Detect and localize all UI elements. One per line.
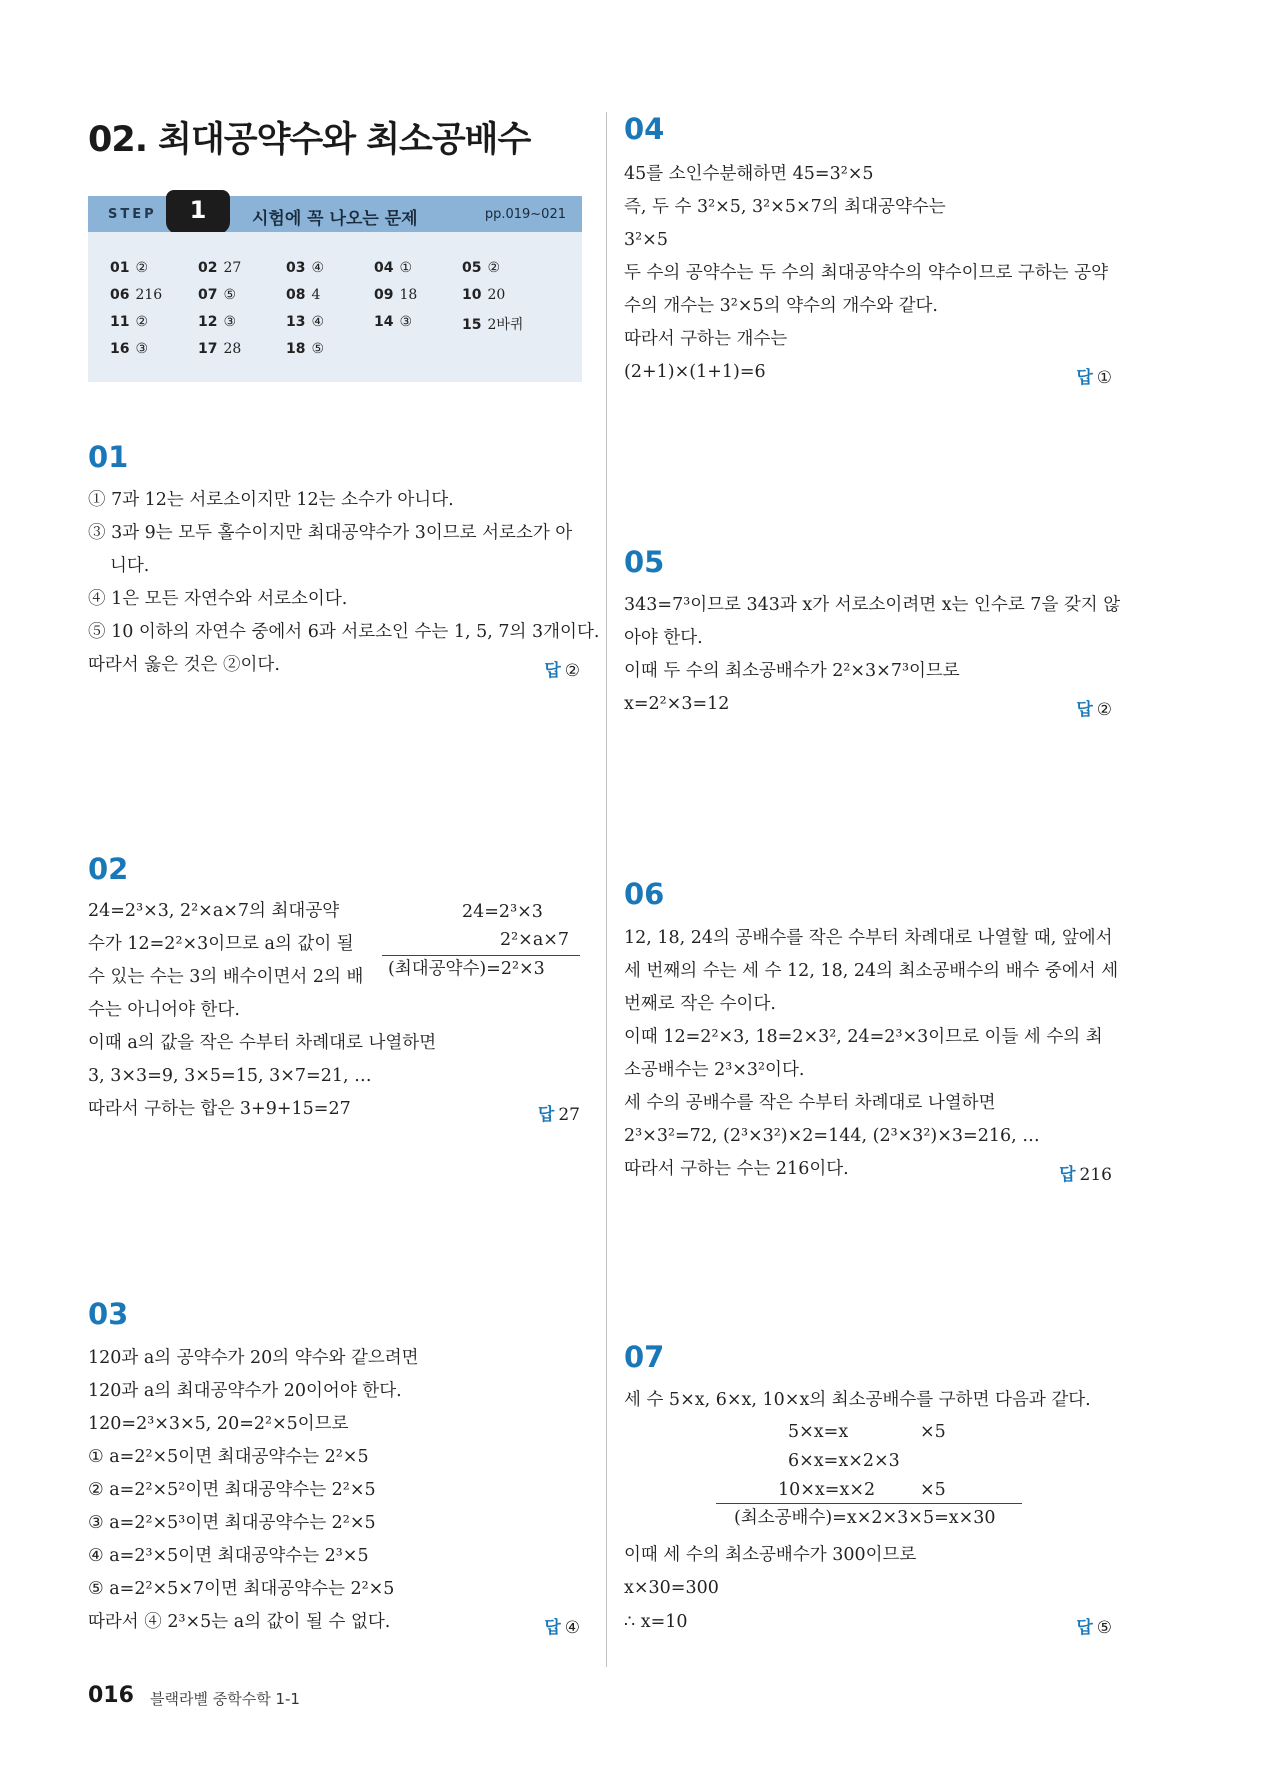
answer-grid-item — [110, 260, 148, 276]
answer-grid-number: 07 — [198, 287, 218, 303]
answer-grid-item — [198, 314, 236, 330]
calc-rule — [716, 1503, 1022, 1504]
solution-line: 소공배수는 2³×3²이다. — [624, 1060, 805, 1080]
calc-line: 5×x=x — [788, 1422, 849, 1442]
solution-line: ∴ x=10 — [624, 1612, 688, 1632]
answer-grid-item — [286, 287, 320, 303]
answer-grid-item — [374, 260, 412, 276]
answer-grid-item — [198, 341, 241, 357]
answer-grid-number: 09 — [374, 287, 394, 303]
answer-grid-value: 28 — [223, 341, 242, 357]
answer-grid-item — [110, 341, 148, 357]
solution-line: 2³×3²=72, (2³×3²)×2=144, (2³×3²)×3=216, … — [624, 1126, 1040, 1146]
answer-grid-value: ② — [135, 314, 149, 330]
answer-grid-number: 15 — [462, 317, 482, 333]
answer-grid-number: 11 — [110, 314, 130, 330]
solution-line: 즉, 두 수 3²×5, 3²×5×7의 최대공약수는 — [624, 197, 946, 217]
answer-01: 답 ② — [544, 661, 580, 681]
column-divider — [606, 112, 607, 1667]
answer-grid-item — [374, 287, 417, 303]
solution-line: ④ 1은 모든 자연수와 서로소이다. — [88, 589, 348, 609]
solution-line: ④ a=2³×5이면 최대공약수는 2³×5 — [88, 1546, 369, 1566]
solution-line: ③ 3과 9는 모두 홀수이지만 최대공약수가 3이므로 서로소가 아 — [88, 523, 573, 543]
solution-line: ③ a=2²×5³이면 최대공약수는 2²×5 — [88, 1513, 376, 1533]
answer-grid-value: 4 — [311, 287, 321, 303]
solution-line: 수는 아니어야 한다. — [88, 1000, 240, 1020]
step-pages: pp.019~021 — [484, 207, 566, 222]
answer-grid-value: ③ — [223, 314, 237, 330]
question-number-06: 06 — [624, 877, 665, 911]
solution-line: 120과 a의 공약수가 20의 약수와 같으려면 — [88, 1348, 419, 1368]
step-number: 1 — [166, 190, 230, 234]
solution-line: 3²×5 — [624, 230, 668, 250]
answer-grid-item — [198, 260, 241, 276]
solution-line: 세 수의 공배수를 작은 수부터 차례대로 나열하면 — [624, 1093, 996, 1113]
answer-grid-value: ④ — [311, 260, 325, 276]
solution-line: 24=2³×3, 2²×a×7의 최대공약 — [88, 901, 340, 921]
question-number-02: 02 — [88, 852, 129, 886]
answer-grid-number: 18 — [286, 341, 306, 357]
calc-line: ×5 — [920, 1480, 946, 1500]
answer-grid-value: ⑤ — [311, 341, 325, 357]
solution-line: 두 수의 공약수는 두 수의 최대공약수의 약수이므로 구하는 공약 — [624, 263, 1109, 283]
solution-line: ① 7과 12는 서로소이지만 12는 소수가 아니다. — [88, 490, 454, 510]
solution-line: ⑤ a=2²×5×7이면 최대공약수는 2²×5 — [88, 1579, 395, 1599]
answer-grid-number: 16 — [110, 341, 130, 357]
answer-grid-item — [374, 314, 412, 330]
solution-line: 이때 두 수의 최소공배수가 2²×3×7³이므로 — [624, 661, 960, 681]
answer-grid-number: 14 — [374, 314, 394, 330]
answer-grid-item — [462, 314, 523, 334]
step-header — [88, 196, 582, 232]
page-number: 016 — [88, 1683, 134, 1708]
solution-line: 3, 3×3=9, 3×5=15, 3×7=21, … — [88, 1066, 372, 1086]
solution-line: ② a=2²×5²이면 최대공약수는 2²×5 — [88, 1480, 376, 1500]
answer-grid-number: 13 — [286, 314, 306, 330]
solution-line: 따라서 구하는 수는 216이다. — [624, 1159, 849, 1179]
answer-grid-value: 20 — [487, 287, 506, 303]
step-title: 시험에 꼭 나오는 문제 — [252, 209, 418, 229]
solution-line: x×30=300 — [624, 1578, 719, 1598]
answer-grid-item — [462, 260, 500, 276]
solution-line: 수 있는 수는 3의 배수이면서 2의 배 — [88, 967, 364, 987]
answer-grid-value: ② — [135, 260, 149, 276]
answer-grid-value: 2바퀴 — [487, 317, 524, 333]
answer-grid-number: 01 — [110, 260, 130, 276]
solution-line: 따라서 옳은 것은 ②이다. — [88, 655, 280, 675]
calc-rule — [382, 955, 580, 956]
solution-line: x=2²×3=12 — [624, 694, 730, 714]
solution-line: 번째로 작은 수이다. — [624, 994, 776, 1014]
calc-result: (최대공약수)=2²×3 — [388, 959, 545, 979]
answer-grid-value: 27 — [223, 260, 242, 276]
calc-line: 24=2³×3 — [462, 902, 543, 922]
question-number-03: 03 — [88, 1297, 129, 1331]
answer-grid-number: 05 — [462, 260, 482, 276]
solution-line: 따라서 구하는 합은 3+9+15=27 — [88, 1099, 351, 1119]
solution-line: 이때 12=2²×3, 18=2×3², 24=2³×3이므로 이들 세 수의 최 — [624, 1027, 1103, 1047]
answer-grid-value: ② — [487, 260, 501, 276]
calc-line: 2²×a×7 — [500, 930, 570, 950]
solution-line: 12, 18, 24의 공배수를 작은 수부터 차례대로 나열할 때, 앞에서 — [624, 928, 1113, 948]
answer-04: 답 ① — [1076, 368, 1112, 388]
question-number-04: 04 — [624, 112, 665, 146]
solution-line: 따라서 ④ 2³×5는 a의 값이 될 수 없다. — [88, 1612, 391, 1632]
answer-grid-value: ① — [399, 260, 413, 276]
question-number-07: 07 — [624, 1340, 665, 1374]
answer-05: 답 ② — [1076, 700, 1112, 720]
solution-line: 343=7³이므로 343과 x가 서로소이려면 x는 인수로 7을 갖지 않 — [624, 595, 1121, 615]
answer-grid-value: ⑤ — [223, 287, 237, 303]
answer-grid-item — [286, 314, 324, 330]
answer-02: 답 27 — [537, 1105, 580, 1125]
answer-grid-item — [286, 341, 324, 357]
answer-grid-value: 216 — [135, 287, 163, 303]
answer-grid-value: ④ — [311, 314, 325, 330]
solution-line: 따라서 구하는 개수는 — [624, 329, 788, 349]
answer-grid-number: 06 — [110, 287, 130, 303]
calc-line: 10×x=x×2 — [778, 1480, 876, 1500]
solution-line: 니다. — [110, 556, 150, 576]
answer-grid — [88, 232, 582, 382]
solution-line: 세 번째의 수는 세 수 12, 18, 24의 최소공배수의 배수 중에서 세 — [624, 961, 1119, 981]
answer-03: 답 ④ — [544, 1618, 580, 1638]
answer-grid-number: 02 — [198, 260, 218, 276]
step-label: STEP — [108, 207, 157, 222]
answer-grid-number: 04 — [374, 260, 394, 276]
answer-grid-value: 18 — [399, 287, 418, 303]
solution-line: 수의 개수는 3²×5의 약수의 개수와 같다. — [624, 296, 938, 316]
answer-grid-value: ③ — [135, 341, 149, 357]
question-number-01: 01 — [88, 440, 129, 474]
answer-grid-number: 17 — [198, 341, 218, 357]
solution-line: 120=2³×3×5, 20=2²×5이므로 — [88, 1414, 349, 1434]
answer-grid-item — [286, 260, 324, 276]
solution-line: 이때 a의 값을 작은 수부터 차례대로 나열하면 — [88, 1033, 437, 1053]
solution-line: 세 수 5×x, 6×x, 10×x의 최소공배수를 구하면 다음과 같다. — [624, 1390, 1091, 1410]
solution-line: ① a=2²×5이면 최대공약수는 2²×5 — [88, 1447, 369, 1467]
solution-line: ⑤ 10 이하의 자연수 중에서 6과 서로소인 수는 1, 5, 7의 3개이다. — [88, 622, 600, 642]
calc-line: 6×x=x×2×3 — [788, 1451, 900, 1471]
book-title: 블랙라벨 중학수학 1-1 — [150, 1690, 300, 1708]
answer-grid-number: 10 — [462, 287, 482, 303]
solution-line: 수가 12=2²×3이므로 a의 값이 될 — [88, 934, 354, 954]
solution-line: 120과 a의 최대공약수가 20이어야 한다. — [88, 1381, 402, 1401]
answer-grid-item — [198, 287, 236, 303]
answer-grid-item — [110, 287, 162, 303]
answer-grid-item — [110, 314, 148, 330]
solution-line: 아야 한다. — [624, 628, 703, 648]
answer-grid-value: ③ — [399, 314, 413, 330]
answer-grid-number: 03 — [286, 260, 306, 276]
answer-grid-item — [462, 287, 505, 303]
answer-06: 답 216 — [1059, 1165, 1112, 1185]
solution-line: (2+1)×(1+1)=6 — [624, 362, 766, 382]
solution-line: 45를 소인수분해하면 45=3²×5 — [624, 164, 874, 184]
answer-07: 답 ⑤ — [1076, 1618, 1112, 1638]
answer-grid-number: 12 — [198, 314, 218, 330]
page-title: 02. 최대공약수와 최소공배수 — [88, 120, 531, 160]
answer-grid-number: 08 — [286, 287, 306, 303]
calc-line: ×5 — [920, 1422, 946, 1442]
solution-line: 이때 세 수의 최소공배수가 300이므로 — [624, 1545, 917, 1565]
calc-result: (최소공배수)=x×2×3×5=x×30 — [734, 1508, 996, 1528]
question-number-05: 05 — [624, 545, 665, 579]
